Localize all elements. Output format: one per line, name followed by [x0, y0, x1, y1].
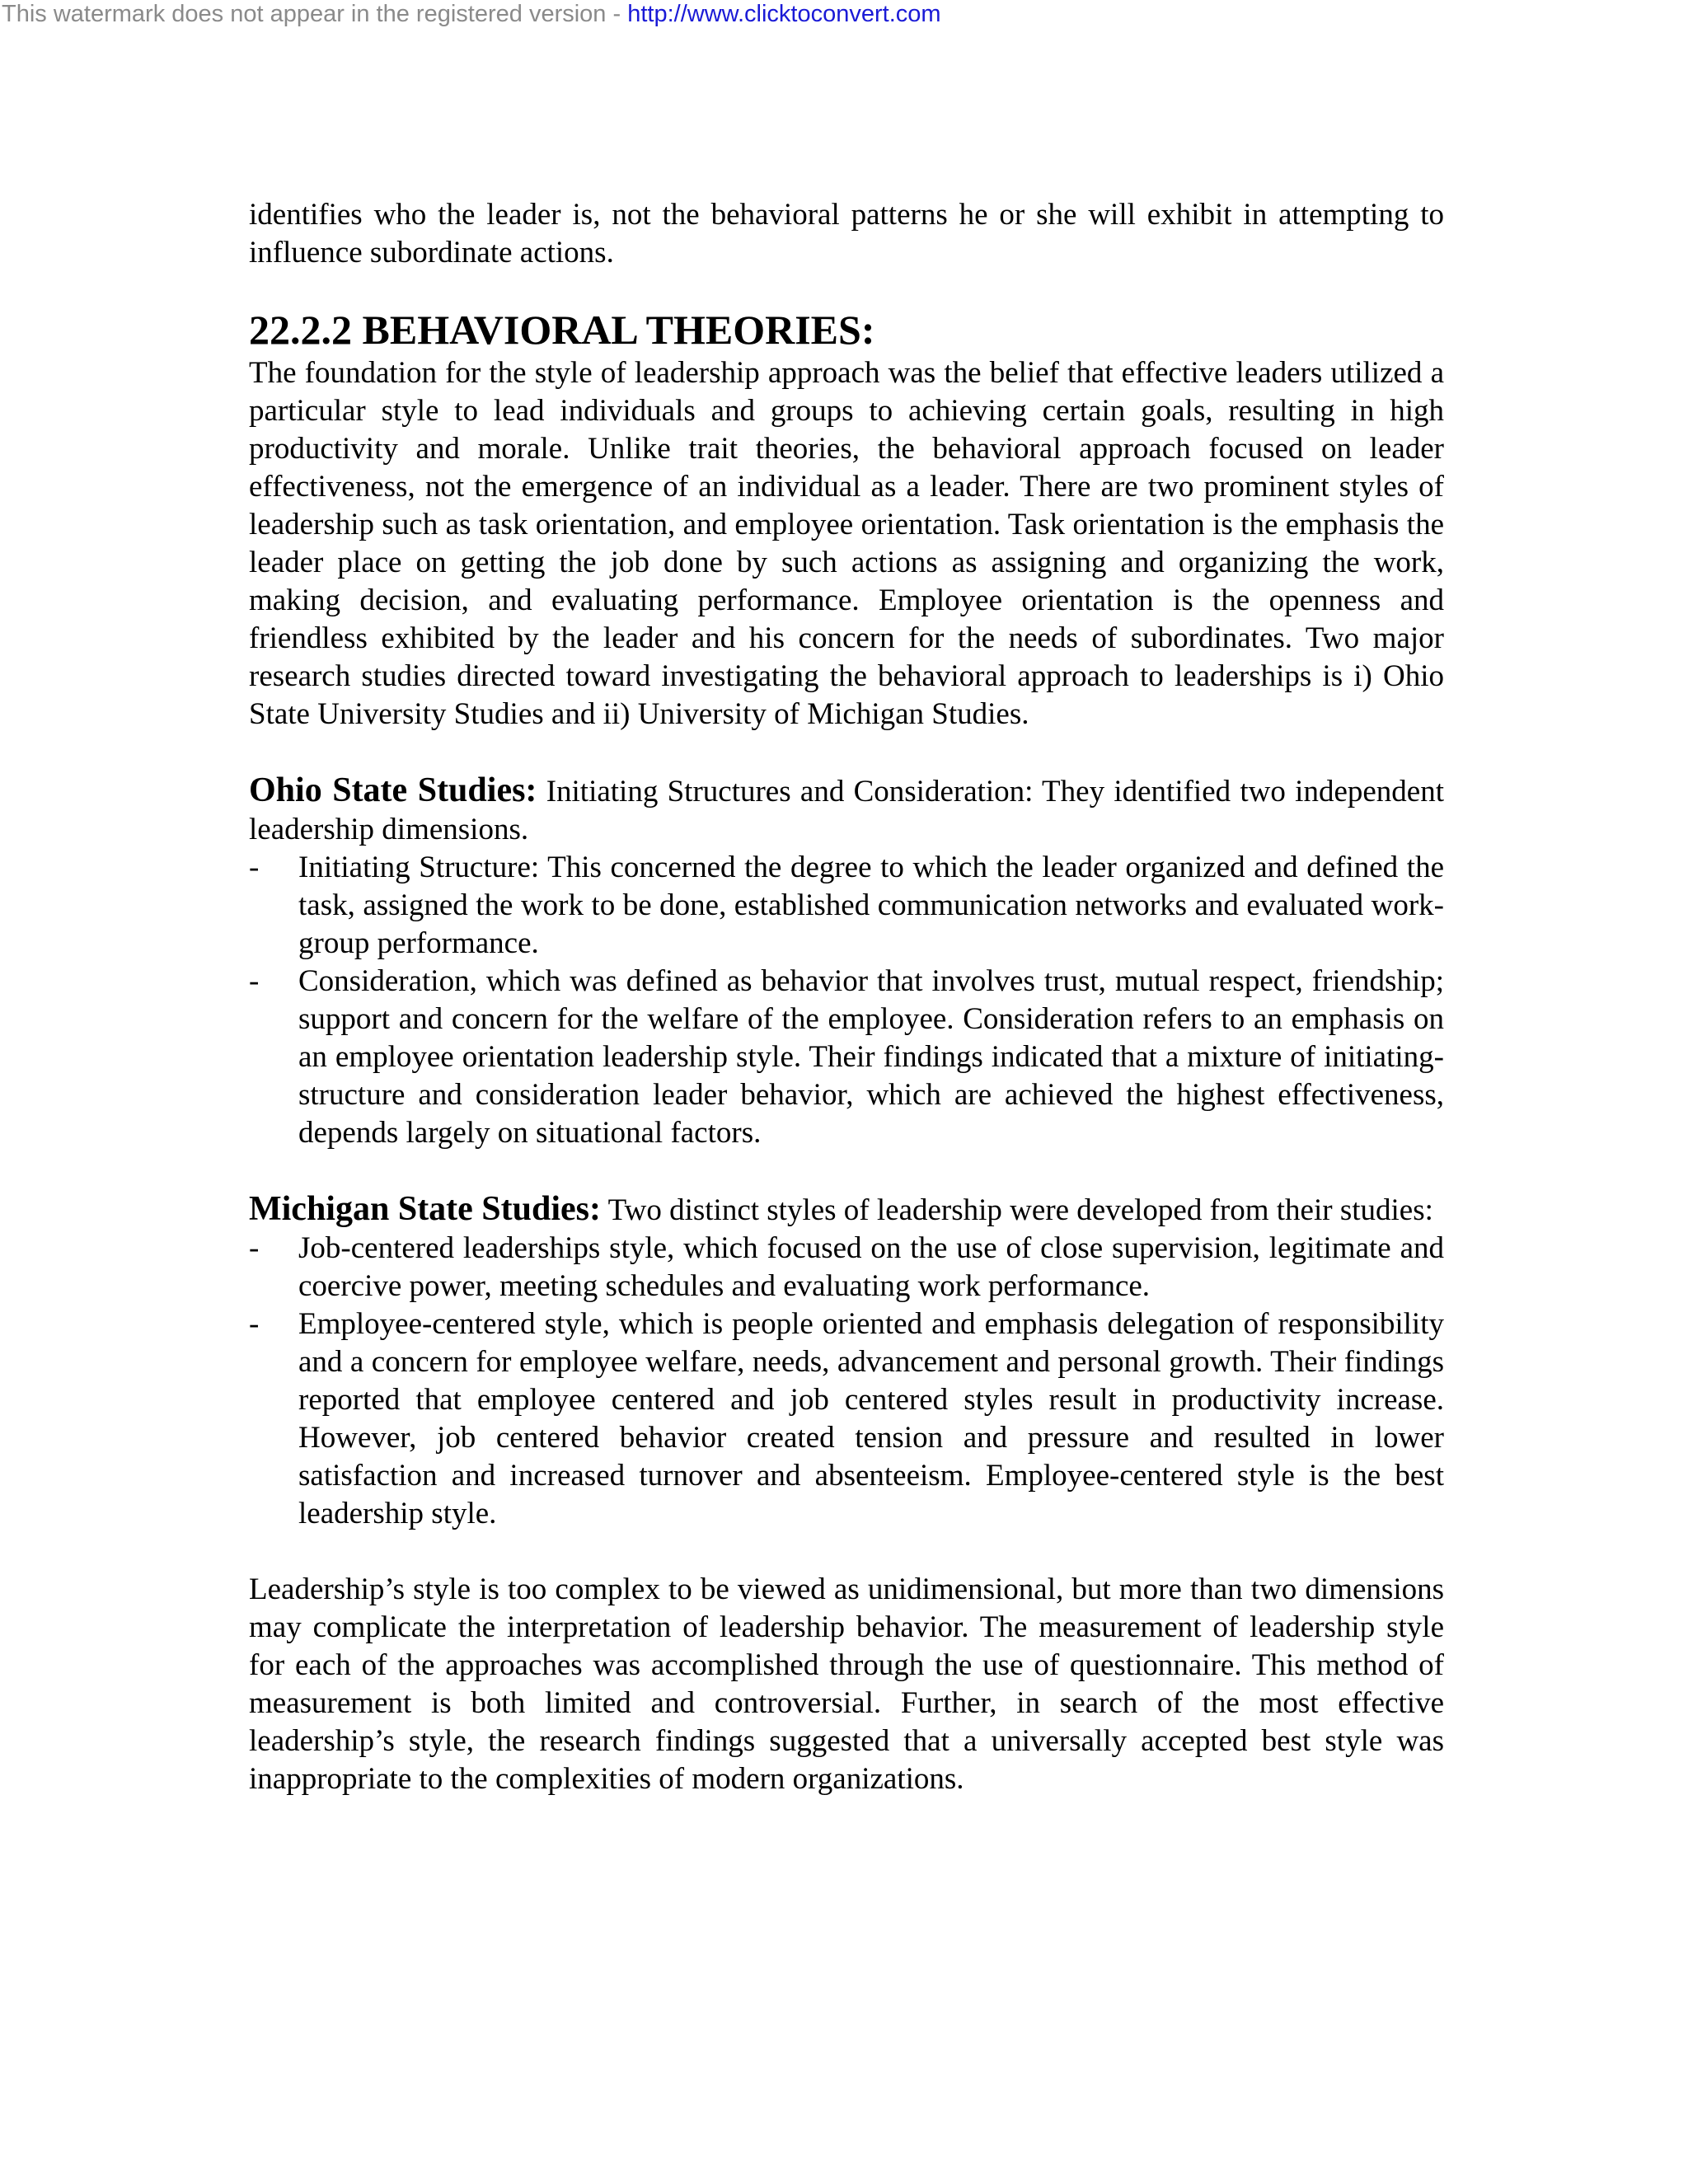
watermark-text: This watermark does not appear in the registered version -: [2, 1, 628, 27]
michigan-intro-text: Two distinct styles of leadership were developed from their studies:: [601, 1193, 1433, 1227]
bullet-dash: -: [249, 1307, 260, 1341]
list-item: [249, 1230, 1444, 1305]
spacer: [249, 272, 1444, 305]
spacer: [249, 1533, 1444, 1571]
list-item-text: Employee-centered style, which is people oriented and emphasis delegation of responsibility and a concern for employee welfare, needs, advancement and personal growth. Their findings reported that employee centered and job centered styles result in productivity increase. However, job centered behavior created tension and pressure and resulted in lower satisfaction and increased turnover and absenteeism. Employee-centered style is the best leadership style.: [298, 1307, 1444, 1530]
list-item: [249, 1305, 1444, 1533]
closing-paragraph: Leadership’s style is too complex to be viewed as unidimensional, but more than two dimensions may complicate the interpretation of leadership behavior. The measurement of leadership style for each of the approaches was accomplished through the use of questionnaire. This method of measurement is both limited and controversial. Further, in search of the most effective leadership’s style, the research findings suggested that a universally accepted best style was inappropriate to the complexities of modern organizations.: [249, 1572, 1444, 1796]
ohio-intro: [249, 771, 1444, 849]
section-paragraph: The foundation for the style of leadership approach was the belief that effective leaders utilized a particular style to lead individuals and groups to achieving certain goals, resulting in high productivity and morale. Unlike trait theories, the behavioral approach focused on leader effectiveness, not the emergence of an individual as a leader. There are two prominent styles of leadership such as task orientation, and employee orientation. Task orientation is the emphasis the leader place on getting the job done by such actions as assigning and organizing the work, making decision, and evaluating performance. Employee orientation is the openness and friendless exhibited by the leader and his concern for the needs of subordinates. Two major research studies directed toward investigating the behavioral approach to leaderships is i) Ohio State University Studies and ii) University of Michigan Studies.: [249, 356, 1444, 731]
section-heading: 22.2.2 BEHAVIORAL THEORIES:: [249, 307, 875, 353]
list-item-text: Initiating Structure: This concerned the degree to which the leader organized and defined the task, assigned the work to be done, established communication networks and evaluated work- group performance.: [298, 851, 1444, 960]
bullet-dash: -: [249, 851, 260, 884]
ohio-bullet-list: [249, 849, 1444, 1152]
list-item: [249, 963, 1444, 1152]
intro-paragraph: identifies who the leader is, not the behavioral patterns he or she will exhibit in attempting to influence subordinate actions.: [249, 198, 1444, 269]
spacer: [249, 1152, 1444, 1190]
bullet-dash: -: [249, 964, 260, 998]
list-item-text: Job-centered leaderships style, which focused on the use of close supervision, legitimate and coercive power, meeting schedules and evaluating work performance.: [298, 1231, 1444, 1303]
michigan-bullet-list: [249, 1230, 1444, 1533]
watermark-link[interactable]: http://www.clicktoconvert.com: [627, 1, 941, 27]
list-item: [249, 849, 1444, 963]
ohio-intro-text: Initiating Structures and Consideration: They identified two independent leadership dimensions.: [249, 775, 1445, 846]
michigan-title: Michigan State Studies:: [249, 1190, 602, 1228]
page-content: [249, 196, 1444, 1798]
ohio-title: Ohio State Studies:: [249, 771, 537, 809]
michigan-intro: [249, 1190, 1444, 1230]
bullet-dash: -: [249, 1231, 260, 1265]
watermark-banner: [2, 0, 941, 28]
list-item-text: Consideration, which was defined as behavior that involves trust, mutual respect, friendship; support and concern for the welfare of the employee. Consideration refers to an emphasis on an employee orientation leadership style. Their findings indicated that a mixture of initiating-structure and consideration leader behavior, which are achieved the highest effectiveness, depends largely on situational factors.: [298, 964, 1444, 1150]
spacer: [249, 733, 1444, 771]
